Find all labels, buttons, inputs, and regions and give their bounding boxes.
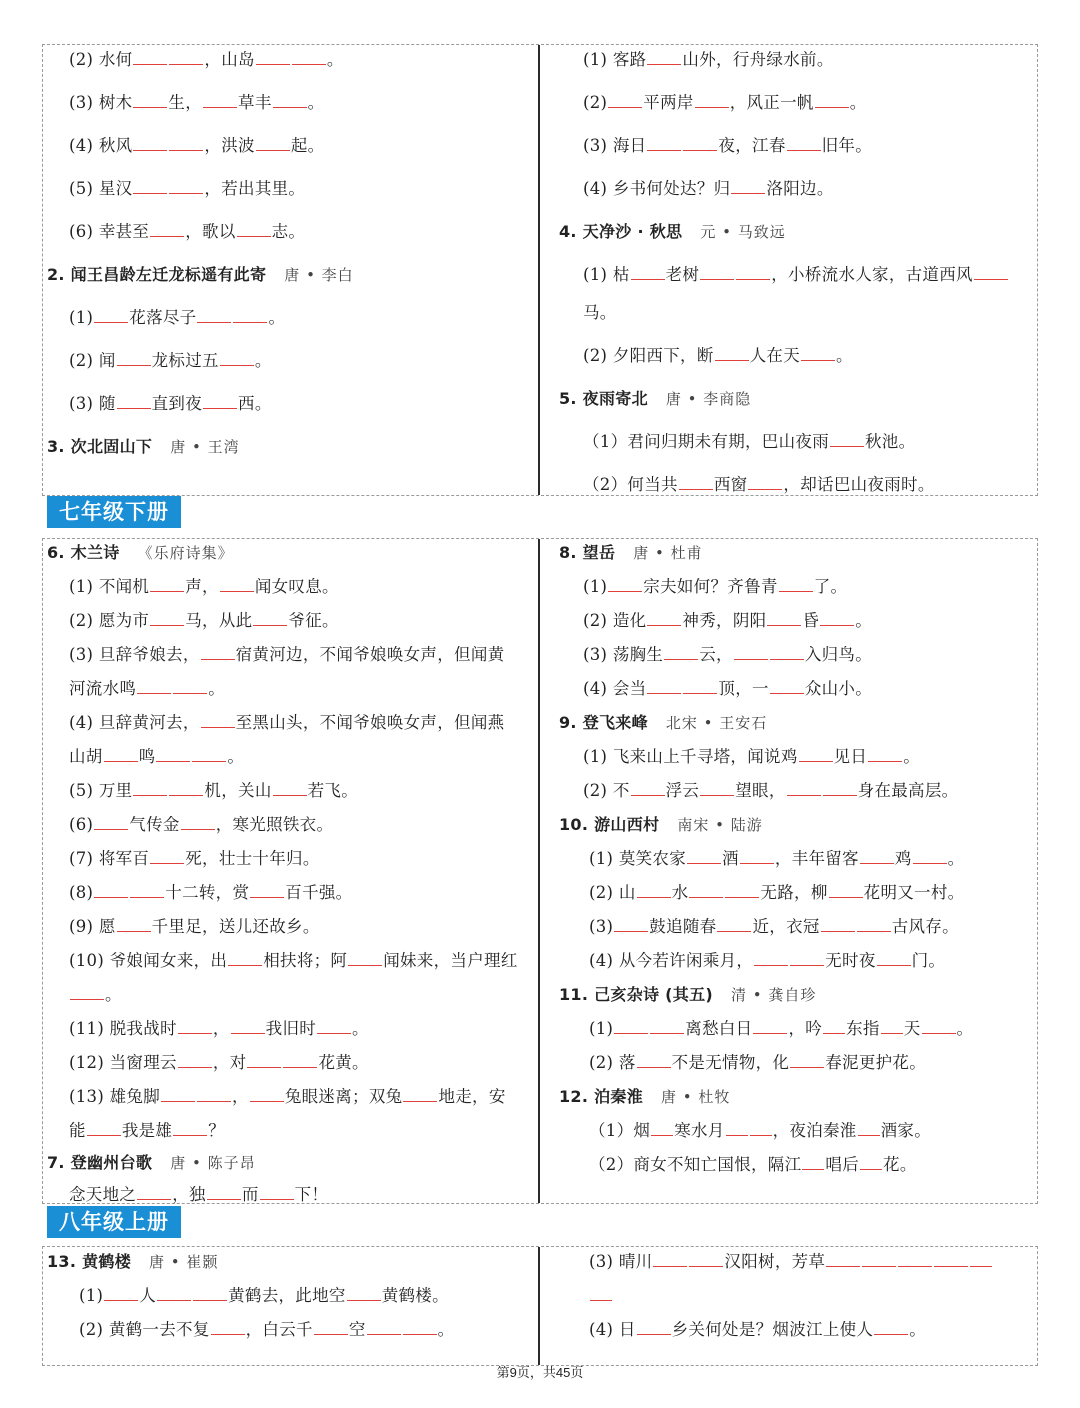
blank[interactable]	[256, 150, 290, 151]
blank[interactable]	[787, 795, 821, 796]
blank[interactable]	[197, 322, 231, 323]
blank[interactable]	[647, 150, 681, 151]
blank[interactable]	[253, 625, 287, 626]
blank[interactable]	[133, 150, 167, 151]
blank[interactable]	[117, 365, 151, 366]
line: (1) 花落尽子 。	[69, 308, 286, 327]
blank[interactable]	[631, 795, 665, 796]
blank[interactable]	[860, 1169, 882, 1170]
poem-heading: 11. 己亥杂诗 (其五) 清 • 龚自珍	[559, 985, 817, 1004]
blank[interactable]	[367, 1334, 401, 1335]
blank[interactable]	[133, 107, 167, 108]
blank[interactable]	[637, 897, 671, 898]
poem-heading: 4. 天净沙 · 秋思 元 • 马致远	[559, 222, 786, 241]
blank[interactable]	[857, 931, 891, 932]
line: (3) 晴川 汉阳树，芳草	[589, 1251, 993, 1273]
blank[interactable]	[348, 965, 382, 966]
blank[interactable]	[664, 659, 698, 660]
line: (1) 莫笑农家 酒 ，丰年留客 鸡 。	[589, 849, 965, 868]
blank[interactable]	[94, 322, 128, 323]
poem-author: 唐 • 杜牧	[661, 1088, 731, 1106]
blank[interactable]	[860, 863, 894, 864]
blank[interactable]	[292, 64, 326, 65]
line: (1) 人 黄鹤去，此地空 黄鹤楼。	[79, 1286, 449, 1305]
blank[interactable]	[260, 1199, 294, 1200]
blank[interactable]	[700, 795, 734, 796]
line: （1）君问归期未有期，巴山夜雨 秋池。	[583, 432, 916, 451]
poem-author: 唐 • 崔颢	[149, 1253, 219, 1271]
line: 念天地之 ，独 而 下！	[69, 1185, 329, 1204]
blank[interactable]	[802, 1169, 824, 1170]
line: (3) 旦辞爷娘去， 宿黄河边，不闻爷娘唤女声，但闻黄	[69, 645, 505, 664]
blank[interactable]	[830, 446, 864, 447]
blank[interactable]	[117, 931, 151, 932]
blank[interactable]	[94, 829, 128, 830]
blank[interactable]	[823, 1033, 845, 1034]
blank[interactable]	[178, 1033, 212, 1034]
blank[interactable]	[647, 64, 681, 65]
line: (3) 荡胸生 云， 入归鸟。	[583, 645, 873, 664]
blank[interactable]	[228, 965, 262, 966]
blank[interactable]	[647, 693, 681, 694]
line: 山胡 鸣 。	[69, 747, 245, 766]
poem-heading: 10. 游山西村 南宋 • 陆游	[559, 815, 763, 834]
blank[interactable]	[117, 408, 151, 409]
blank[interactable]	[736, 279, 770, 280]
blank[interactable]	[820, 625, 854, 626]
poem-heading: 5. 夜雨寄北 唐 • 李商隐	[559, 389, 752, 408]
blank[interactable]	[250, 897, 284, 898]
blank[interactable]	[787, 150, 821, 151]
line: (1) 客路 山外，行舟绿水前。	[583, 50, 834, 69]
blank[interactable]	[695, 107, 729, 108]
poem-author: 唐 • 李商隐	[665, 390, 752, 408]
poem-heading: 12. 泊秦淮 唐 • 杜牧	[559, 1087, 731, 1106]
blank[interactable]	[689, 1266, 723, 1267]
blank[interactable]	[247, 1067, 281, 1068]
blank[interactable]	[201, 727, 235, 728]
line: (1) 不闻机 声， 闻女叹息。	[69, 577, 339, 596]
poem-author: 元 • 马致远	[700, 223, 786, 241]
blank[interactable]	[590, 1300, 612, 1301]
poem-heading: 7. 登幽州台歌 唐 • 陈子昂	[47, 1153, 256, 1172]
blank[interactable]	[347, 1300, 381, 1301]
line: (5) 万里 机，关山 若飞。	[69, 781, 359, 800]
blank[interactable]	[197, 1101, 231, 1102]
line: (4) 会当 顶，一 众山小。	[583, 679, 873, 698]
line: (2) 闻 龙标过五 。	[69, 351, 272, 370]
blank[interactable]	[169, 193, 203, 194]
blank[interactable]	[220, 591, 254, 592]
line: 。	[69, 984, 122, 1006]
blank[interactable]	[150, 591, 184, 592]
blank[interactable]	[237, 236, 271, 237]
poem-author: 唐 • 王湾	[170, 438, 240, 456]
poem-author: 唐 • 杜甫	[633, 544, 703, 562]
blank[interactable]	[750, 1135, 772, 1136]
poem-author: 南宋 • 陆游	[677, 816, 763, 834]
line: (2) 落 不是无情物，化 春泥更护花。	[589, 1053, 927, 1072]
line: (3) 树木 生， 草丰 。	[69, 93, 325, 112]
blank[interactable]	[137, 693, 171, 694]
blank[interactable]	[207, 1199, 241, 1200]
blank[interactable]	[181, 829, 215, 830]
blank[interactable]	[974, 279, 1008, 280]
column-divider	[538, 1247, 540, 1365]
poem-box-3	[42, 1246, 1038, 1366]
line: (1) 宗夫如何？齐鲁青 了。	[583, 577, 848, 596]
blank[interactable]	[934, 1266, 968, 1267]
blank[interactable]	[715, 360, 749, 361]
section-title-grade8-vol1: 八年级上册	[47, 1206, 181, 1238]
blank[interactable]	[161, 1101, 195, 1102]
blank[interactable]	[314, 1334, 348, 1335]
line: (2) 愿为市 马，从此 爷征。	[69, 611, 339, 630]
blank[interactable]	[767, 625, 801, 626]
blank[interactable]	[679, 489, 713, 490]
blank[interactable]	[137, 1199, 171, 1200]
line: (2) 不 浮云 望眼， 身在最高层。	[583, 781, 959, 800]
blank[interactable]	[651, 1135, 673, 1136]
blank[interactable]	[169, 795, 203, 796]
line: (11) 脱我战时 ， 我旧时 。	[69, 1019, 369, 1038]
blank[interactable]	[104, 761, 138, 762]
blank[interactable]	[104, 1300, 138, 1301]
poem-heading: 2. 闻王昌龄左迁龙标遥有此寄 唐 • 李白	[47, 265, 354, 284]
poem-author: 唐 • 陈子昂	[170, 1154, 256, 1172]
line: (4) 乡书何处达？归 洛阳边。	[583, 179, 834, 198]
line: (8) 十二转，赏 百千强。	[69, 883, 353, 902]
blank[interactable]	[231, 1033, 265, 1034]
blank[interactable]	[970, 1266, 992, 1267]
poem-author: 清 • 龚自珍	[731, 986, 817, 1004]
line: (6) 幸甚至 ，歌以 志。	[69, 222, 306, 241]
blank[interactable]	[898, 1266, 932, 1267]
blank[interactable]	[862, 1266, 896, 1267]
blank[interactable]	[130, 897, 164, 898]
blank[interactable]	[689, 897, 723, 898]
blank[interactable]	[753, 1033, 787, 1034]
blank[interactable]	[211, 1334, 245, 1335]
line: 马。	[583, 303, 617, 322]
blank[interactable]	[233, 322, 267, 323]
blank[interactable]	[858, 1135, 880, 1136]
blank[interactable]	[726, 1135, 748, 1136]
poem-box-1	[42, 44, 1038, 496]
blank[interactable]	[256, 64, 290, 65]
blank[interactable]	[203, 107, 237, 108]
blank[interactable]	[687, 863, 721, 864]
blank[interactable]	[881, 1033, 903, 1034]
blank[interactable]	[650, 1033, 684, 1034]
line: (6) 气传金 ，寒光照铁衣。	[69, 815, 334, 834]
blank[interactable]	[133, 193, 167, 194]
line: (4) 旦辞黄河去， 至黑山头，不闻爷娘唤女声，但闻燕	[69, 713, 505, 732]
line: (4) 日 乡关何处是？烟波江上使人 。	[589, 1320, 927, 1339]
blank[interactable]	[156, 761, 190, 762]
line: (2) 夕阳西下，断 人在天 。	[583, 346, 853, 365]
blank[interactable]	[283, 1067, 317, 1068]
blank[interactable]	[178, 1067, 212, 1068]
blank[interactable]	[87, 1135, 121, 1136]
blank[interactable]	[193, 1300, 227, 1301]
line: （2）何当共 西窗 ，却话巴山夜雨时。	[583, 475, 935, 494]
blank[interactable]	[815, 107, 849, 108]
poem-heading: 13. 黄鹤楼 唐 • 崔颢	[47, 1252, 219, 1271]
blank[interactable]	[173, 693, 207, 694]
blank[interactable]	[133, 64, 167, 65]
blank[interactable]	[790, 965, 824, 966]
blank[interactable]	[150, 236, 184, 237]
blank[interactable]	[801, 360, 835, 361]
poem-heading: 3. 次北固山下 唐 • 王湾	[47, 437, 240, 456]
blank[interactable]	[770, 693, 804, 694]
blank[interactable]	[608, 591, 642, 592]
blank[interactable]	[403, 1101, 437, 1102]
line: (4) 从今若许闲乘月， 无时夜 门。	[589, 951, 946, 970]
blank[interactable]	[799, 761, 833, 762]
blank[interactable]	[740, 863, 774, 864]
blank[interactable]	[403, 1334, 437, 1335]
poem-author: 《乐府诗集》	[137, 544, 234, 562]
blank[interactable]	[133, 795, 167, 796]
blank[interactable]	[790, 1067, 824, 1068]
blank[interactable]	[913, 863, 947, 864]
blank[interactable]	[169, 150, 203, 151]
blank[interactable]	[717, 931, 751, 932]
blank[interactable]	[94, 897, 128, 898]
poem-heading: 9. 登飞来峰 北宋 • 王安石	[559, 713, 768, 732]
blank[interactable]	[725, 897, 759, 898]
blank[interactable]	[157, 1300, 191, 1301]
line: (9) 愿 千里足，送儿还故乡。	[69, 917, 320, 936]
line: (2) 山 水 无路，柳 花明又一村。	[589, 883, 965, 902]
poem-heading: 6. 木兰诗 《乐府诗集》	[47, 543, 234, 562]
line: (2) 水何 ，山岛 。	[69, 50, 344, 69]
blank[interactable]	[173, 1135, 207, 1136]
blank[interactable]	[823, 795, 857, 796]
blank[interactable]	[734, 659, 768, 660]
line: (1) 枯 老树 ，小桥流水人家，古道西风	[583, 264, 1009, 286]
blank[interactable]	[829, 897, 863, 898]
line: (12) 当窗理云 ，对 花黄。	[69, 1053, 369, 1072]
blank[interactable]	[637, 1334, 671, 1335]
blank[interactable]	[201, 659, 235, 660]
line: (3) 鼓追随春 近，衣冠 古风存。	[589, 917, 959, 936]
line: (2) 黄鹤一去不复 ，白云千 空 。	[79, 1320, 455, 1339]
line: 河流水鸣 。	[69, 679, 226, 698]
blank[interactable]	[608, 107, 642, 108]
blank[interactable]	[868, 761, 902, 762]
poem-author: 北宋 • 王安石	[665, 714, 768, 732]
column-divider	[538, 45, 540, 495]
blank[interactable]	[731, 193, 765, 194]
blank[interactable]	[700, 279, 734, 280]
line: （1）烟 寒水月 ，夜泊秦淮 酒家。	[589, 1121, 932, 1140]
blank[interactable]	[826, 1266, 860, 1267]
line	[589, 1285, 613, 1307]
blank[interactable]	[614, 931, 648, 932]
line: (1) 离愁白日 ，吟 东指 天 。	[589, 1019, 974, 1038]
section-title-grade7-vol2: 七年级下册	[47, 496, 181, 528]
blank[interactable]	[637, 1067, 671, 1068]
blank[interactable]	[653, 1266, 687, 1267]
poem-heading: 8. 望岳 唐 • 杜甫	[559, 543, 703, 562]
blank[interactable]	[150, 625, 184, 626]
blank[interactable]	[754, 965, 788, 966]
blank[interactable]	[922, 1033, 956, 1034]
line: (13) 雄兔脚 ， 兔眼迷离；双兔 地走，安	[69, 1087, 506, 1106]
line: (10) 爷娘闻女来，出 相扶将；阿 闻妹来，当户理红	[69, 951, 518, 970]
blank[interactable]	[770, 659, 804, 660]
line: (7) 将军百 死，壮士十年归。	[69, 849, 320, 868]
blank[interactable]	[748, 489, 782, 490]
line: （2）商女不知亡国恨，隔江 唱后 花。	[589, 1155, 917, 1174]
line: (2) 平两岸 ，风正一帆 。	[583, 93, 867, 112]
blank[interactable]	[70, 999, 104, 1000]
line: (4) 秋风 ，洪波 起。	[69, 136, 325, 155]
line: (3) 随 直到夜 西。	[69, 394, 272, 413]
blank[interactable]	[169, 64, 203, 65]
blank[interactable]	[877, 965, 911, 966]
blank[interactable]	[614, 1033, 648, 1034]
poem-author: 唐 • 李白	[284, 266, 354, 284]
blank[interactable]	[874, 1334, 908, 1335]
blank[interactable]	[631, 279, 665, 280]
blank[interactable]	[250, 1101, 284, 1102]
blank[interactable]	[203, 408, 237, 409]
line: (1) 飞来山上千寻塔，闻说鸡 见日 。	[583, 747, 921, 766]
blank[interactable]	[192, 761, 226, 762]
line: 能 我是雄 ？	[69, 1121, 226, 1140]
blank[interactable]	[150, 863, 184, 864]
blank[interactable]	[273, 107, 307, 108]
blank[interactable]	[683, 693, 717, 694]
blank[interactable]	[779, 591, 813, 592]
blank[interactable]	[273, 795, 307, 796]
blank[interactable]	[821, 931, 855, 932]
line: (2) 造化 神秀，阴阳 昏 。	[583, 611, 873, 630]
line: (5) 星汉 ，若出其里。	[69, 179, 306, 198]
blank[interactable]	[683, 150, 717, 151]
blank[interactable]	[220, 365, 254, 366]
column-divider	[538, 539, 540, 1203]
poem-box-2	[42, 538, 1038, 1204]
blank[interactable]	[317, 1033, 351, 1034]
page-number: 第9页，共45页	[496, 1365, 584, 1380]
line: (3) 海日 夜，江春 旧年。	[583, 136, 873, 155]
blank[interactable]	[647, 625, 681, 626]
